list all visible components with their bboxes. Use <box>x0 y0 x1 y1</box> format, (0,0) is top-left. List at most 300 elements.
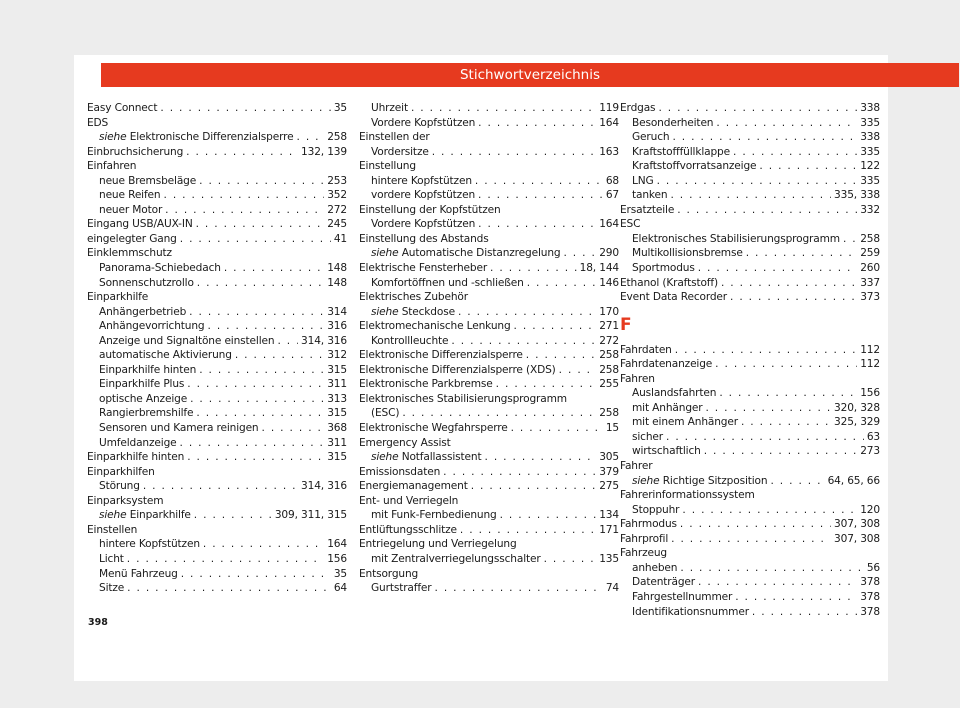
index-entry <box>620 561 880 576</box>
dot-leader <box>670 188 831 203</box>
page-reference: 67 <box>605 189 619 202</box>
page-reference: 258 <box>860 232 880 245</box>
dot-leader <box>478 217 596 232</box>
index-entry <box>620 503 880 518</box>
page-reference: 146 <box>599 276 619 289</box>
index-entry <box>620 246 880 261</box>
page-reference: 255 <box>599 378 619 391</box>
entry-label: Kontrollleuchte <box>371 334 449 347</box>
page-reference: 135 <box>599 552 619 565</box>
index-heading <box>87 159 347 174</box>
dot-leader <box>735 590 857 605</box>
entry-label-text: Einparkhilfe <box>129 509 191 522</box>
index-heading <box>87 465 347 480</box>
entry-label: Störung <box>99 480 140 493</box>
dot-leader <box>478 116 596 131</box>
index-entry <box>87 581 347 596</box>
index-entry <box>359 246 619 261</box>
dot-leader <box>451 334 596 349</box>
dot-leader <box>143 479 298 494</box>
page-reference: 245 <box>327 218 347 231</box>
index-entry <box>359 363 619 378</box>
dot-leader <box>730 290 857 305</box>
index-entry <box>87 276 347 291</box>
index-column-3 <box>620 101 880 619</box>
entry-label: Elektronische Differenzialsperre <box>359 349 523 362</box>
dot-leader <box>680 561 863 576</box>
dot-leader <box>485 450 597 465</box>
entry-label: Elektronisches Stabilisierungsprogramm <box>632 232 840 245</box>
page-reference: 148 <box>327 262 347 275</box>
entry-label: Elektronische Differenzialsperre (XDS) <box>359 363 556 376</box>
index-entry <box>87 436 347 451</box>
index-entry <box>87 319 347 334</box>
page-reference: 258 <box>327 131 347 144</box>
entry-label: Emissionsdaten <box>359 465 441 478</box>
entry-label: Besonderheiten <box>632 116 714 129</box>
page-reference: 35 <box>333 102 347 114</box>
dot-leader <box>704 444 858 459</box>
index-entry <box>87 145 347 160</box>
page-reference: 314, 316 <box>301 480 347 493</box>
index-entry <box>620 532 880 547</box>
see-reference: siehe <box>371 247 399 260</box>
entry-label: Datenträger <box>632 576 695 589</box>
entry-label: Anhängerbetrieb <box>99 305 187 318</box>
dot-leader <box>402 406 596 421</box>
entry-label: Anhängevorrichtung <box>99 320 205 333</box>
page-reference: 164 <box>599 116 619 129</box>
index-entry <box>359 421 619 436</box>
index-entry <box>620 159 880 174</box>
dot-leader <box>721 276 857 291</box>
entry-label: Fahrprofil <box>620 532 669 545</box>
entry-label: Einstellung des Abstands <box>359 232 489 245</box>
page-reference: 18, 144 <box>579 262 619 275</box>
dot-leader <box>203 537 324 552</box>
entry-label: Easy Connect <box>87 102 158 114</box>
index-entry <box>620 386 880 401</box>
index-heading <box>359 203 619 218</box>
index-entry <box>620 430 880 445</box>
entry-label <box>371 305 455 320</box>
dot-leader <box>741 415 831 430</box>
entry-label: sicher <box>632 430 663 443</box>
index-entry <box>620 444 880 459</box>
page-reference: 253 <box>327 174 347 187</box>
dot-leader <box>190 392 324 407</box>
entry-label <box>99 130 293 145</box>
page-reference: 120 <box>860 503 880 516</box>
see-reference: siehe <box>371 305 399 318</box>
index-entry <box>87 392 347 407</box>
dot-leader <box>186 145 298 160</box>
entry-label: Fahrgestellnummer <box>632 590 733 603</box>
index-entry <box>620 101 880 116</box>
page-reference: 314 <box>327 305 347 318</box>
index-entry <box>87 421 347 436</box>
page-reference: 325, 329 <box>834 416 880 429</box>
dot-leader <box>752 605 857 620</box>
dot-leader <box>262 421 325 436</box>
dot-leader <box>759 159 857 174</box>
dot-leader <box>196 217 325 232</box>
dot-leader <box>181 567 331 582</box>
see-reference: siehe <box>99 131 127 144</box>
dot-leader <box>187 450 324 465</box>
entry-label: hintere Kopfstützen <box>371 174 472 187</box>
index-entry <box>620 145 880 160</box>
index-heading <box>87 290 347 305</box>
index-entry <box>620 357 880 372</box>
dot-leader <box>235 348 324 363</box>
index-entry <box>359 581 619 596</box>
entry-label: optische Anzeige <box>99 392 188 405</box>
entry-label: Energiemanagement <box>359 480 468 493</box>
entry-label: Einparkhilfe Plus <box>99 378 185 391</box>
index-entry <box>359 334 619 349</box>
page-reference: 335 <box>860 145 880 158</box>
entry-label: Eingang USB/AUX-IN <box>87 218 193 231</box>
index-entry <box>87 567 347 582</box>
index-entry <box>87 232 347 247</box>
index-entry <box>87 334 347 349</box>
index-entry <box>359 377 619 392</box>
index-heading <box>359 130 619 145</box>
index-entry <box>620 188 880 203</box>
dot-leader <box>160 101 330 116</box>
entry-label: tanken <box>632 189 668 202</box>
entry-label: Fahrmodus <box>620 518 677 531</box>
dot-leader <box>705 401 831 416</box>
page-reference: 64 <box>333 582 347 595</box>
entry-label: Einparkhilfe hinten <box>99 363 197 376</box>
page-reference: 259 <box>860 247 880 260</box>
dot-leader <box>471 479 597 494</box>
entry-label: Einstellen der <box>359 131 430 144</box>
index-heading <box>87 116 347 131</box>
index-entry <box>87 479 347 494</box>
page-reference: 171 <box>599 523 619 536</box>
page-reference: 112 <box>860 358 880 371</box>
index-entry <box>359 116 619 131</box>
index-column-2 <box>359 101 619 596</box>
entry-label: Fahrer <box>620 460 653 473</box>
dot-leader <box>164 188 325 203</box>
entry-label: LNG <box>632 174 654 187</box>
entry-label: Entlüftungsschlitze <box>359 523 457 536</box>
dot-leader <box>563 246 596 261</box>
page-reference: 305 <box>599 451 619 464</box>
index-entry <box>87 363 347 378</box>
entry-label: neuer Motor <box>99 203 163 216</box>
page-reference: 332 <box>860 203 880 216</box>
index-entry <box>359 305 619 320</box>
index-entry <box>87 508 347 523</box>
page-reference: 164 <box>599 218 619 231</box>
page-reference: 315 <box>327 451 347 464</box>
page-reference: 164 <box>327 538 347 551</box>
page-reference: 156 <box>327 552 347 565</box>
entry-label: anheben <box>632 561 678 574</box>
entry-label: Ethanol (Kraftstoff) <box>620 276 718 289</box>
index-entry <box>87 348 347 363</box>
dot-leader <box>559 363 597 378</box>
entry-label: Einfahren <box>87 160 137 173</box>
dot-leader <box>458 305 596 320</box>
index-entry <box>620 343 880 358</box>
page-reference: 271 <box>599 320 619 333</box>
page-reference: 313 <box>327 392 347 405</box>
entry-label: Elektromechanische Lenkung <box>359 320 511 333</box>
dot-leader <box>666 430 864 445</box>
entry-label: Einstellen <box>87 523 138 536</box>
page-reference: 258 <box>599 407 619 420</box>
dot-leader <box>208 319 325 334</box>
page-reference: 74 <box>605 582 619 595</box>
entry-label: Komfortöffnen und -schließen <box>371 276 524 289</box>
dot-leader <box>296 130 324 145</box>
page-reference: 275 <box>599 480 619 493</box>
entry-label: mit Zentralverriegelungsschalter <box>371 552 541 565</box>
dot-leader <box>411 101 596 116</box>
entry-label: Identifikationsnummer <box>632 605 749 618</box>
section-title-banner: Stichwortverzeichnis <box>101 63 959 87</box>
index-heading <box>359 392 619 407</box>
page-reference: 122 <box>860 160 880 173</box>
entry-label: Umfeldanzeige <box>99 436 177 449</box>
page-reference: 258 <box>599 349 619 362</box>
page-reference: 290 <box>599 247 619 260</box>
dot-leader <box>478 188 603 203</box>
entry-label: Auslandsfahrten <box>632 387 717 400</box>
entry-label: eingelegter Gang <box>87 232 177 245</box>
index-entry <box>87 537 347 552</box>
index-entry <box>620 203 880 218</box>
entry-label: Sitze <box>99 582 125 595</box>
index-entry <box>359 508 619 523</box>
entry-label: Event Data Recorder <box>620 291 728 304</box>
entry-label: Erdgas <box>620 102 656 114</box>
entry-label: ESC <box>620 218 641 231</box>
dot-leader <box>544 552 597 567</box>
entry-label: Elektrische Fensterheber <box>359 262 488 275</box>
index-heading <box>87 523 347 538</box>
entry-label: Einstellung der Kopfstützen <box>359 203 501 216</box>
index-heading <box>620 459 880 474</box>
index-entry <box>620 474 880 489</box>
index-heading <box>620 372 880 387</box>
index-entry <box>620 590 880 605</box>
page-reference: 258 <box>599 363 619 376</box>
page-reference: 273 <box>860 445 880 458</box>
entry-label: Entsorgung <box>359 567 419 580</box>
dot-leader <box>677 203 857 218</box>
page-reference: 316 <box>327 320 347 333</box>
entry-label: Einparkhilfe <box>87 291 149 304</box>
index-entry <box>620 290 880 305</box>
page-reference: 337 <box>860 276 880 289</box>
index-entry <box>87 174 347 189</box>
index-entry <box>359 406 619 421</box>
entry-label: Elektronische Wegfahrsperre <box>359 422 508 435</box>
dot-leader <box>224 261 324 276</box>
entry-label: Einstellung <box>359 160 416 173</box>
index-heading <box>359 290 619 305</box>
page-reference: 64, 65, 66 <box>827 474 880 487</box>
dot-leader <box>843 232 857 247</box>
index-entry <box>87 261 347 276</box>
index-entry <box>87 377 347 392</box>
page-reference: 335, 338 <box>834 189 880 202</box>
entry-label: Einbruchsicherung <box>87 145 184 158</box>
entry-label: Elektronisches Stabilisierungsprogramm <box>359 392 567 405</box>
dot-leader <box>189 305 324 320</box>
index-heading <box>359 537 619 552</box>
dot-leader <box>180 232 331 247</box>
index-entry <box>87 552 347 567</box>
dot-leader <box>165 203 324 218</box>
entry-label: Entriegelung und Verriegelung <box>359 538 517 551</box>
index-heading <box>620 546 880 561</box>
dot-leader <box>196 406 324 421</box>
index-entry <box>620 130 880 145</box>
entry-label: mit Anhänger <box>632 401 703 414</box>
index-heading <box>359 232 619 247</box>
dot-leader <box>496 377 597 392</box>
page-reference: 132, 139 <box>301 145 347 158</box>
page-reference: 112 <box>860 343 880 356</box>
entry-label: Fahrzeug <box>620 547 667 560</box>
entry-label-text: Steckdose <box>401 305 455 318</box>
page-reference: 315 <box>327 407 347 420</box>
index-entry <box>359 217 619 232</box>
dot-leader <box>490 261 577 276</box>
page-reference: 378 <box>860 605 880 618</box>
index-entry <box>359 188 619 203</box>
entry-label: Kraftstofffüllklappe <box>632 145 730 158</box>
dot-leader <box>698 575 857 590</box>
page-reference: 315 <box>327 363 347 376</box>
dot-leader <box>475 174 603 189</box>
index-entry <box>359 465 619 480</box>
dot-leader <box>199 174 324 189</box>
entry-label: Fahrdaten <box>620 343 672 356</box>
entry-label: Vordere Kopfstützen <box>371 116 476 129</box>
index-entry <box>359 174 619 189</box>
dot-leader <box>187 377 324 392</box>
entry-label: Emergency Assist <box>359 436 451 449</box>
index-entry <box>620 116 880 131</box>
page-reference: 260 <box>860 262 880 275</box>
entry-label: neue Reifen <box>99 189 161 202</box>
index-entry <box>620 401 880 416</box>
dot-leader <box>277 334 298 349</box>
dot-leader <box>127 552 324 567</box>
index-entry <box>620 517 880 532</box>
entry-label: Fahrdatenanzeige <box>620 358 713 371</box>
page-reference: 41 <box>333 232 347 245</box>
dot-leader <box>675 343 857 358</box>
dot-leader <box>671 532 831 547</box>
dot-leader <box>460 523 596 538</box>
dot-leader <box>194 508 272 523</box>
index-heading <box>359 436 619 451</box>
dot-leader <box>682 503 857 518</box>
entry-label: Sportmodus <box>632 262 695 275</box>
dot-leader <box>657 174 858 189</box>
entry-label: Einparkhilfen <box>87 465 155 478</box>
entry-label: Einparkhilfe hinten <box>87 451 185 464</box>
page-reference: 134 <box>599 509 619 522</box>
entry-label: Multikollisionsbremse <box>632 247 743 260</box>
index-entry <box>620 261 880 276</box>
page-reference: 63 <box>866 430 880 443</box>
entry-label: Sensoren und Kamera reinigen <box>99 422 259 435</box>
index-entry <box>359 261 619 276</box>
index-entry <box>87 217 347 232</box>
index-entry <box>620 575 880 590</box>
page-reference: 272 <box>599 334 619 347</box>
entry-label <box>371 450 482 465</box>
entry-label: Licht <box>99 552 124 565</box>
entry-label-text: Notfallassistent <box>401 451 482 464</box>
page-reference: 338 <box>860 102 880 114</box>
index-heading <box>620 488 880 503</box>
see-reference: siehe <box>371 451 399 464</box>
entry-label: hintere Kopfstützen <box>99 538 200 551</box>
index-entry <box>620 276 880 291</box>
page-reference: 373 <box>860 291 880 304</box>
page-number: 398 <box>88 617 108 628</box>
entry-label: Geruch <box>632 131 670 144</box>
dot-leader <box>716 116 857 131</box>
index-entry <box>359 552 619 567</box>
page-reference: 35 <box>333 567 347 580</box>
entry-label: vordere Kopfstützen <box>371 189 476 202</box>
index-entry <box>620 415 880 430</box>
entry-label: Panorama-Schiebedach <box>99 262 221 275</box>
entry-label <box>632 474 767 489</box>
page-reference: 148 <box>327 276 347 289</box>
entry-label: Einparksystem <box>87 494 164 507</box>
index-entry <box>620 232 880 247</box>
entry-label: Rangierbremshilfe <box>99 407 194 420</box>
page-reference: 56 <box>866 561 880 574</box>
dot-leader <box>197 276 324 291</box>
index-entry <box>87 203 347 218</box>
entry-label: Elektrisches Zubehör <box>359 291 468 304</box>
dot-leader <box>511 421 603 436</box>
entry-label-text: Richtige Sitzposition <box>662 474 768 487</box>
dot-leader <box>680 517 831 532</box>
page-reference: 307, 308 <box>834 532 880 545</box>
entry-label <box>371 246 560 261</box>
index-entry <box>359 319 619 334</box>
dot-leader <box>432 145 597 160</box>
index-entry <box>359 276 619 291</box>
index-heading <box>87 246 347 261</box>
page-reference: 335 <box>860 116 880 129</box>
entry-label: Vordersitze <box>371 145 429 158</box>
page-reference: 15 <box>605 422 619 435</box>
entry-label: Vordere Kopfstützen <box>371 218 476 231</box>
entry-label: wirtschaftlich <box>632 445 701 458</box>
entry-label: Stoppuhr <box>632 503 680 516</box>
index-heading <box>620 217 880 232</box>
page-reference: 156 <box>860 387 880 400</box>
page-reference: 311 <box>327 436 347 449</box>
